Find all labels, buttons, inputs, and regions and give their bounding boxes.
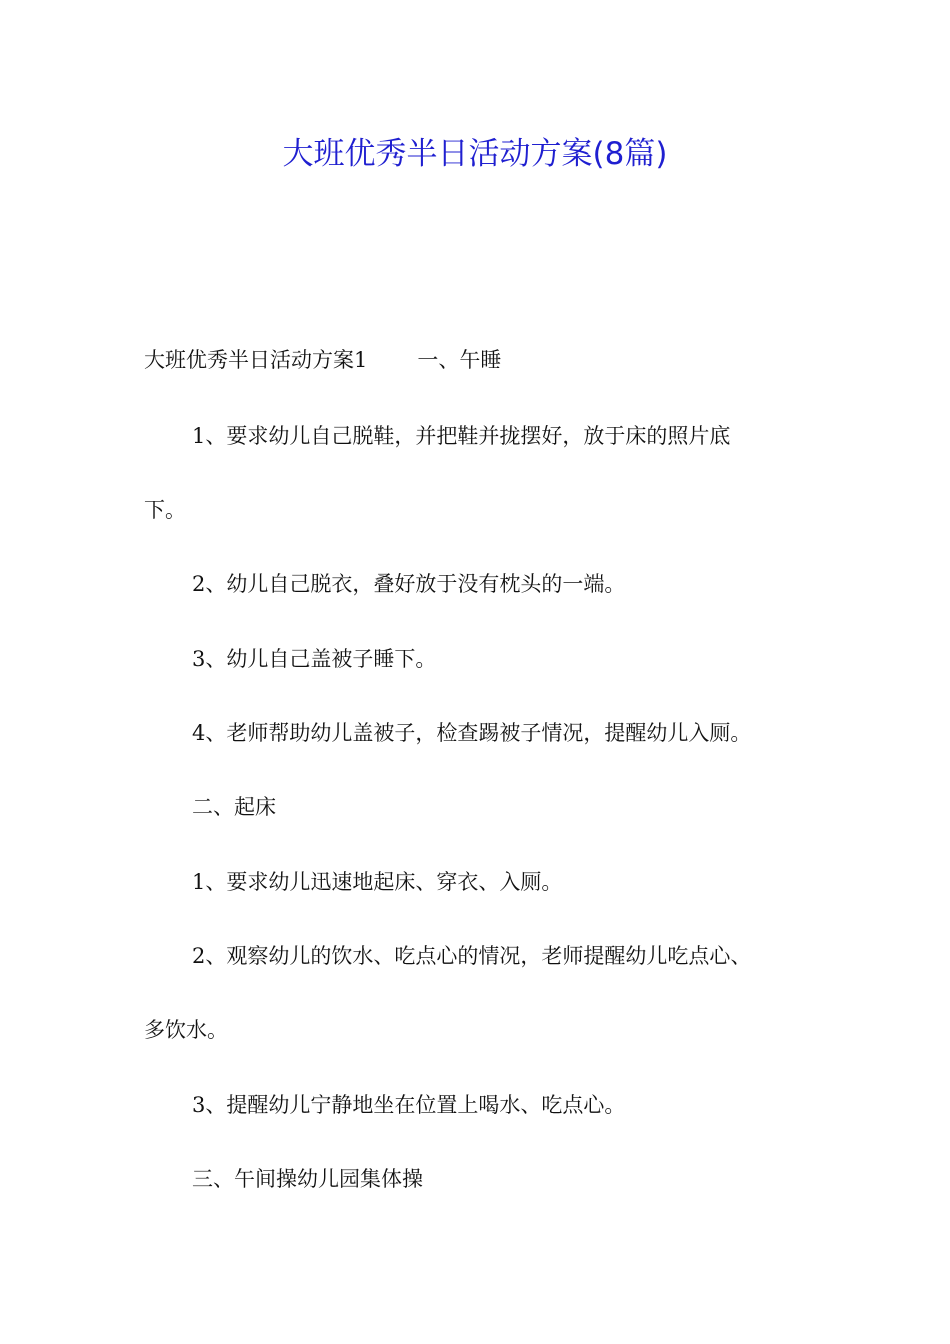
paragraph-line: 3、提醒幼儿宁静地坐在位置上喝水、吃点心。 (192, 1093, 626, 1117)
heading-exercise: 三、午间操幼儿园集体操 (192, 1167, 423, 1191)
document-title: 大班优秀半日活动方案(8篇) (282, 136, 668, 172)
paragraph-line: 多饮水。 (144, 1018, 228, 1042)
paragraph-line (144, 345, 501, 375)
paragraph-line: 4、老师帮助幼儿盖被子，检查踢被子情况，提醒幼儿入厕。 (192, 721, 752, 745)
paragraph-line: 2、观察幼儿的饮水、吃点心的情况，老师提醒幼儿吃点心、 (192, 944, 752, 968)
paragraph-line: 2、幼儿自己脱衣，叠好放于没有枕头的一端。 (192, 572, 626, 596)
section-title: 大班优秀半日活动方案1 (144, 348, 368, 372)
heading-wakeup: 二、起床 (192, 795, 276, 819)
paragraph-line: 下。 (144, 498, 186, 522)
paragraph-line: 3、幼儿自己盖被子睡下。 (192, 647, 437, 671)
paragraph-line: 1、要求幼儿迅速地起床、穿衣、入厕。 (192, 870, 563, 894)
heading-nap: 一、午睡 (417, 348, 502, 372)
paragraph-line: 1、要求幼儿自己脱鞋，并把鞋并拢摆好，放于床的照片底 (192, 424, 731, 448)
